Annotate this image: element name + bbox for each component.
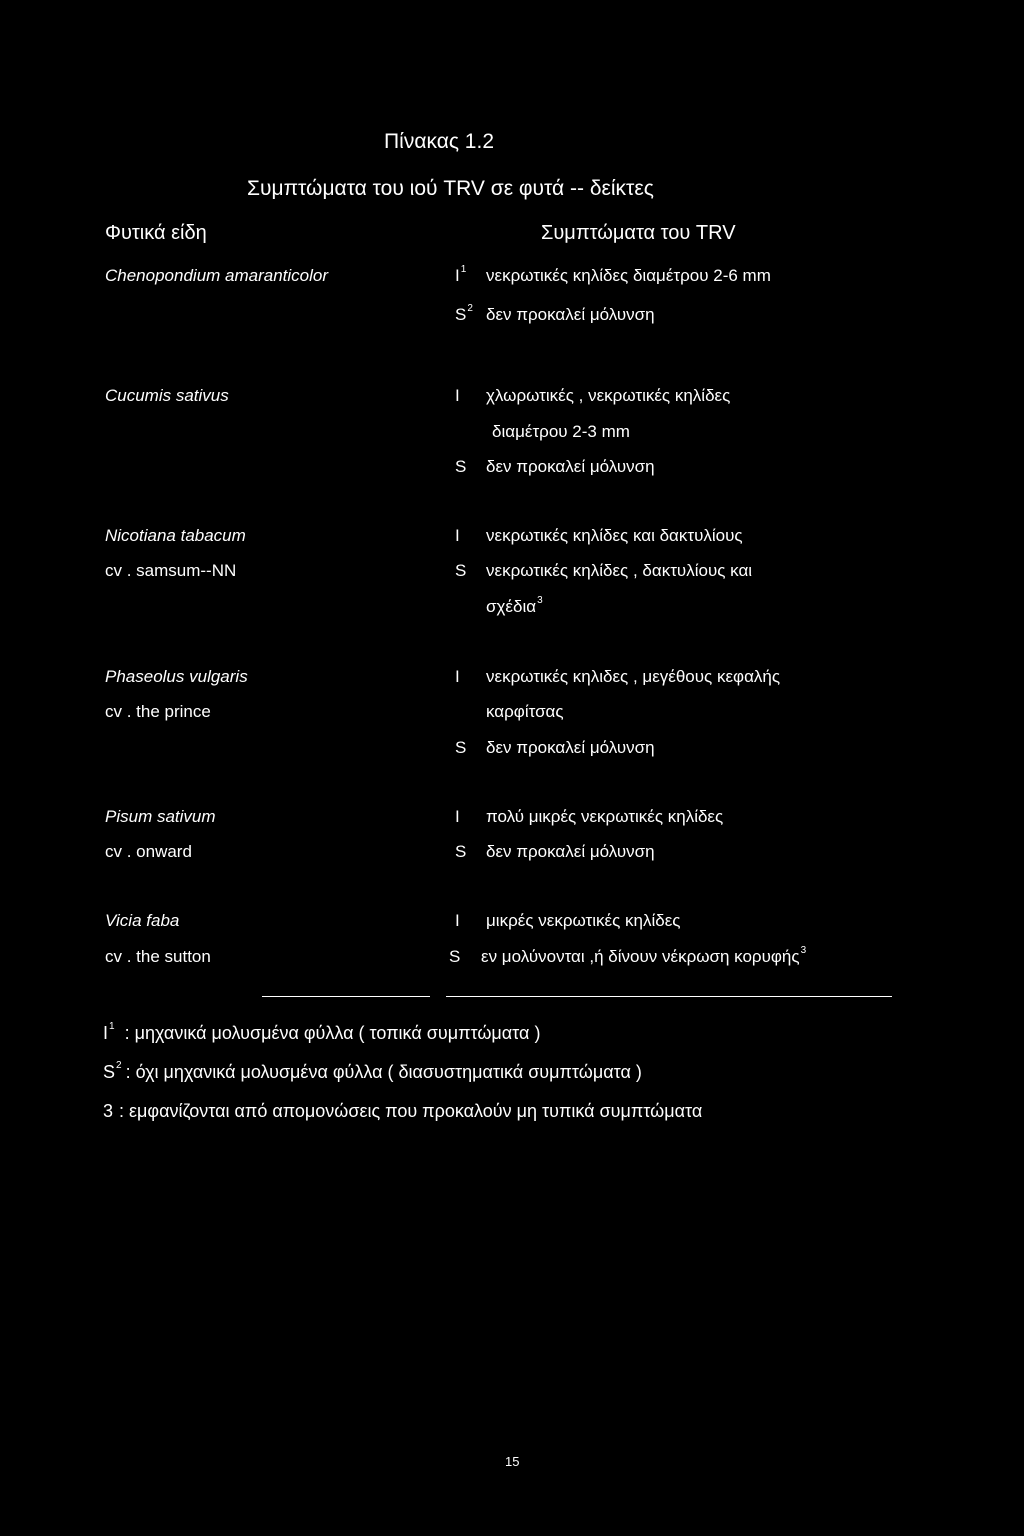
entry-text: νεκρωτικές κηλίδες , δακτυλίους και (486, 561, 753, 580)
table-subtitle: Συμπτώματα του ιού TRV σε φυτά -- δείκτες (247, 177, 654, 200)
entry-tag: S (455, 842, 467, 861)
entry-tag: I (455, 526, 460, 545)
table-title: Πίνακας 1.2 (384, 130, 495, 153)
species-name: Nicotiana tabacum (105, 526, 246, 545)
entry-text: δεν προκαλεί μόλυνση (486, 842, 655, 861)
cultivar-name: cv . the prince (105, 702, 211, 721)
entry-tag: I (455, 807, 460, 826)
species-name: Cucumis sativus (105, 386, 229, 405)
entry-text: μικρές νεκρωτικές κηλίδες (486, 911, 681, 930)
footnote: $S^2$ : όχι μηχανικά μολυσμένα φύλλα ( διασυστηματικά συμπτώματα ) (103, 1060, 642, 1082)
entry-tag: $S^2$ (455, 303, 473, 324)
entry-text: χλωρωτικές , νεκρωτικές κηλίδες (486, 386, 731, 405)
entry-text: διαμέτρου 2-3 mm (492, 422, 630, 441)
entry-tag: S (455, 561, 467, 580)
species-name: Chenopondium amaranticolor (105, 266, 329, 285)
page-number: 15 (505, 1454, 520, 1469)
symptoms-column-header: Συμπτώματα του TRV (541, 222, 736, 244)
entry-tag: I (455, 911, 460, 930)
entry-text: πολύ μικρές νεκρωτικές κηλίδες (486, 807, 724, 826)
entry-text: δεν προκαλεί μόλυνση (486, 457, 655, 476)
species-name: Phaseolus vulgaris (105, 667, 248, 686)
entry-text: δεν προκαλεί μόλυνση (486, 738, 655, 757)
entry-tag: I (455, 386, 460, 405)
entry-tag: I (455, 667, 460, 686)
entry-text: καρφίτσας (486, 702, 564, 721)
entry-text: σχέδια$^3$ (486, 595, 543, 616)
footnote: $I^1$ : μηχανικά μολυσμένα φύλλα ( τοπικά συμπτώματα ) (103, 1021, 541, 1043)
footnote: 3 : εμφανίζονται από απομονώσεις που προκαλούν μη τυπικά συμπτώματα (103, 1101, 703, 1121)
entry-text: δεν προκαλεί μόλυνση (486, 305, 655, 324)
entry-text: εν μολύνονται ,ή δίνουν νέκρωση κορυφής$^3$ (481, 945, 807, 966)
species-column-header: Φυτικά είδη (105, 222, 207, 244)
entry-text: νεκρωτικές κηλίδες και δακτυλίους (486, 526, 743, 545)
entry-text: νεκρωτικές κηλιδες , μεγέθους κεφαλής (486, 667, 781, 686)
entry-text: νεκρωτικές κηλίδες διαμέτρου 2-6 mm (486, 266, 771, 285)
cultivar-name: cv . onward (105, 842, 192, 861)
species-name: Pisum sativum (105, 807, 216, 826)
table-bottom-rule-right (446, 996, 892, 997)
entry-tag: S (449, 947, 461, 966)
entry-tag: S (455, 457, 467, 476)
cultivar-name: cv . samsum--NN (105, 561, 237, 580)
entry-tag: $I^1$ (455, 264, 467, 285)
entry-tag: S (455, 738, 467, 757)
species-name: Vicia faba (105, 911, 180, 930)
table-bottom-rule-left (262, 996, 430, 997)
cultivar-name: cv . the sutton (105, 947, 211, 966)
